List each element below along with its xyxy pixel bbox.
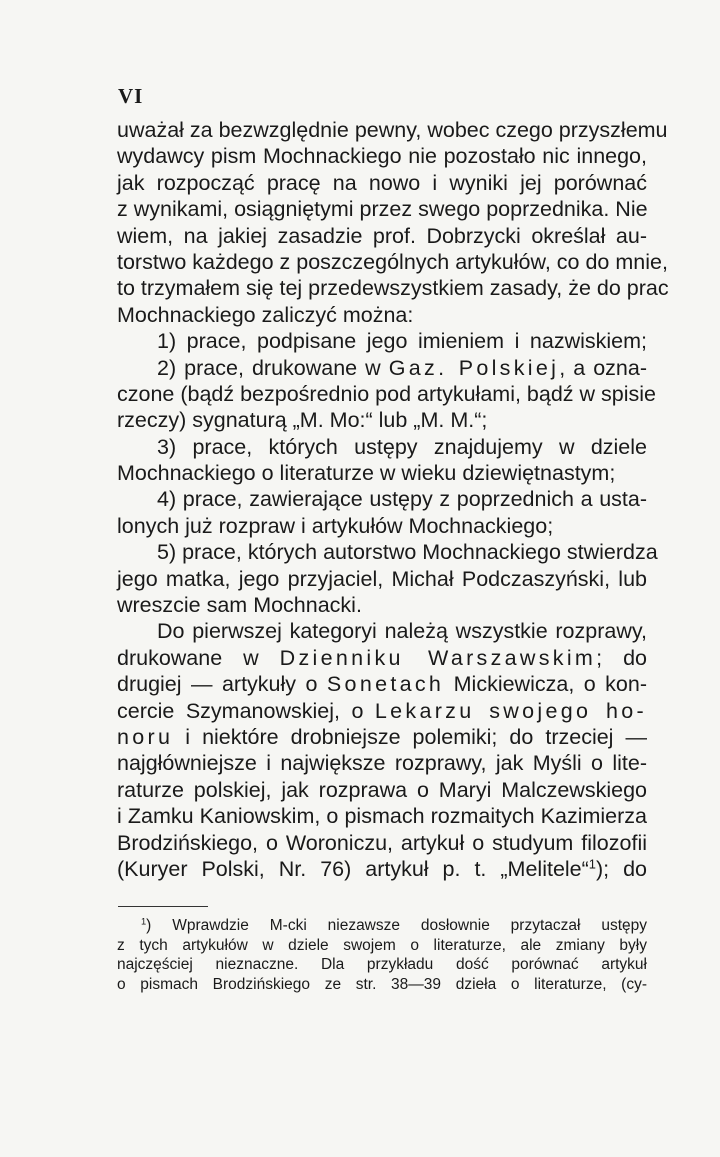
text-span: ; do [596,645,647,670]
footnote-divider [118,906,208,907]
emphasized-text: Lekarzu swojego ho- [374,698,647,723]
text-line: lonych już rozpraw i artykułów Mochnackiego; [117,513,554,538]
text-line [117,856,647,882]
emphasized-text: Gaz. Polskiej [388,355,560,380]
text-span: Mickiewicza, o kon- [453,672,647,697]
page-number: VI [118,84,144,108]
text-span: drukowane w [117,645,259,670]
footnote-line: z tych artykułów w dziele swojem o literaturze, ale zmiany były [117,936,647,954]
text-line: najgłówniejsze i największe rozprawy, jak Myśli o lite- [117,751,647,776]
emphasized-text: Dzienniku Warszawskim [279,645,597,670]
text-line: czone (bądź bezpośrednio pod artykułami, bądź w spisie [117,381,656,406]
footnote [117,916,647,994]
text-line: to trzymałem się tej przedewszystkiem zasady, że do prac [117,276,669,301]
text-line [117,645,647,671]
footnote-line: o pismach Brodzińskiego ze str. 38—39 dzieła o literaturze, (cy- [117,975,647,993]
list-item-2 [117,355,647,381]
text-line: Mochnackiego zaliczyć można: [117,302,414,327]
text-span: cercie Szymanowskiej, o [117,698,364,723]
text-span: ) Wprawdzie M-cki niezawsze dosłownie przytaczał ustępy [146,917,647,934]
text-line [117,671,647,697]
text-line: wreszcie sam Mochnacki. [117,593,362,618]
text-line: i Zamku Kaniowskim, o pismach rozmaitych Kazimierza [117,804,647,829]
footnote-number: 1 [141,916,147,927]
text-line: rzeczy) sygnaturą „M. Mo:“ lub „M. M.“; [117,408,488,433]
text-span: drugiej — artykuły o [117,672,318,697]
text-line: jego matka, jego przyjaciel, Michał Podczaszyński, lub [117,566,647,591]
footnote-line [117,916,647,936]
text-line: uważał za bezwzględnie pewny, wobec czego przyszłemu [117,118,668,142]
text-line: wiem, na jakiej zasadzie prof. Dobrzycki określał au- [117,223,647,248]
text-line: Brodzińskiego, o Woroniczu, artykuł o studyum filozofii [117,830,647,855]
text-span: ); do [595,856,647,881]
footnote-marker: 1 [588,856,596,872]
text-span: 2) prace, drukowane w [157,355,381,380]
text-span: i niektóre drobniejsze polemiki; do trzeciej — [185,724,647,749]
text-line [117,724,647,750]
text-line: raturze polskiej, jak rozprawa o Maryi Malczewskiego [117,777,647,802]
list-item-4: 4) prace, zawierające ustępy z poprzednich a usta- [157,487,647,512]
footnote-line: najczęściej nieznaczne. Dla przykładu dość porównać artykuł [117,956,647,973]
main-text [117,117,669,882]
text-span: (Kuryer Polski, Nr. 76) artykuł p. t. „Melitele“ [117,856,589,881]
list-item-1: 1) prace, podpisane jego imieniem i nazwiskiem; [157,329,647,354]
emphasized-text: Sonetach [326,672,445,697]
emphasized-text: noru [117,724,174,749]
list-item-5: 5) prace, których autorstwo Mochnackiego stwierdza [157,540,658,565]
text-line: jak rozpocząć pracę na nowo i wyniki jej porównać [117,170,647,195]
text-line: torstwo każdego z poszczególnych artykułów, co do mnie, [117,249,668,274]
text-line: Mochnackiego o literaturze w wieku dziewiętnastym; [117,461,616,486]
paragraph-start: Do pierwszej kategoryi należą wszystkie rozprawy, [157,619,647,644]
text-line: z wynikami, osiągniętymi przez swego poprzednika. Nie [117,197,648,222]
text-span: , a ozna- [559,355,647,380]
text-line: wydawcy pism Mochnackiego nie pozostało nic innego, [117,144,647,169]
text-line [117,698,647,724]
list-item-3: 3) prace, których ustępy znajdujemy w dziele [157,434,647,459]
